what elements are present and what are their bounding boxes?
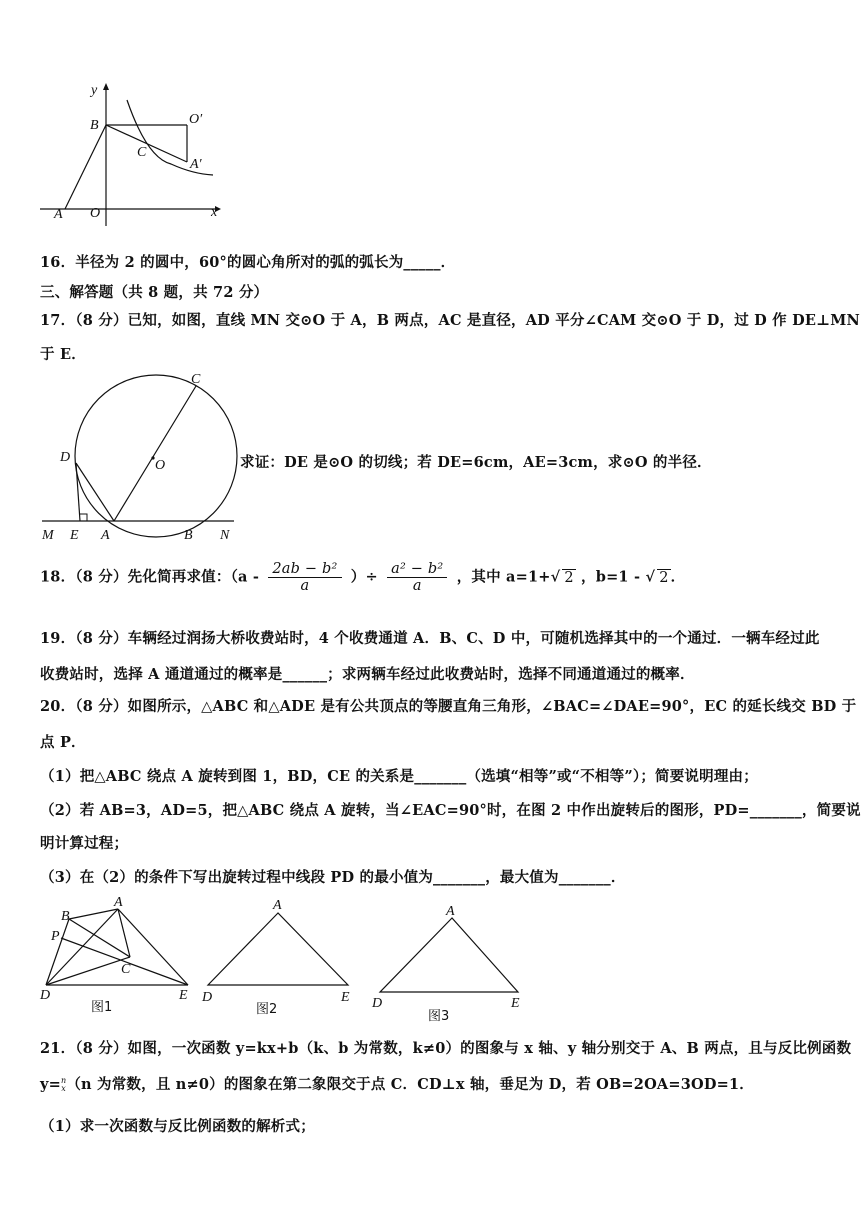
label-C: C xyxy=(191,372,201,387)
q17-figure xyxy=(38,370,243,545)
q20-part1: （1）把△ABC 绕点 A 旋转到图 1，BD，CE 的关系是_______（选填“相等”或“不相等”）；简要说明理由； xyxy=(40,768,758,785)
q17-prove-text: 求证：DE 是⊙O 的切线；若 DE=6cm，AE=3cm，求⊙O 的半径． xyxy=(240,454,712,471)
q20-line2: 点 P． xyxy=(40,734,86,751)
label-A: A xyxy=(101,528,110,543)
label-P: P xyxy=(51,929,60,944)
label-N: N xyxy=(220,528,230,543)
label-x: x xyxy=(211,205,218,220)
label-O: O xyxy=(90,206,101,221)
q21-line2-text: （n 为常数，且 n≠0）的图象在第二象限交于点 C．CD⊥x 轴，垂足为 D，若 OB=2OA=3OD=1． xyxy=(66,1076,754,1093)
label-C: C xyxy=(121,962,131,977)
section-3-heading: 三、解答题（共 8 题，共 72 分） xyxy=(40,284,269,301)
label-B: B xyxy=(184,528,193,543)
q15-figure xyxy=(35,78,225,228)
triangle-ADE xyxy=(380,918,518,992)
sqrt-sign-1: √ xyxy=(550,568,561,586)
q20-figure-3 xyxy=(366,898,526,1026)
label-E: E xyxy=(511,996,520,1011)
label-C: C xyxy=(137,145,147,160)
label-D: D xyxy=(372,996,383,1011)
label-E: E xyxy=(70,528,79,543)
q20-line1: 20．（8 分）如图所示，△ABC 和△ADE 是有公共顶点的等腰直角三角形，∠BAC=∠DAE=90°，EC 的延长线交 BD 于 xyxy=(40,698,857,715)
caption-figure-1: 图1 xyxy=(91,1000,113,1015)
sqrt-1-radicand: 2 xyxy=(564,569,574,586)
q17-line2: 于 E． xyxy=(40,346,86,363)
segment-AB xyxy=(65,125,106,209)
q20-figure-1 xyxy=(36,893,206,1018)
triangle-ADE xyxy=(208,913,348,985)
mini-denominator: x xyxy=(61,1084,67,1093)
q21-line1: 21．（8 分）如图，一次函数 y=kx+b（k、b 为常数，k≠0）的图象与 x 轴、y 轴分别交于 A、B 两点，且与反比例函数 xyxy=(40,1040,852,1057)
label-B: B xyxy=(90,118,99,133)
label-E: E xyxy=(341,990,350,1005)
q19-line2: 收费站时，选择 A 通道通过的概率是______；求两辆车经过此收费站时，选择不同通道通过的概率． xyxy=(40,666,695,683)
q18-line xyxy=(40,561,685,594)
fraction-2 xyxy=(387,561,447,594)
q18-suffix2: ，b=1 - xyxy=(581,568,641,586)
fraction-2-numerator: a² − b² xyxy=(387,561,447,578)
fraction-1-numerator: 2ab − b² xyxy=(268,561,341,578)
q21-y-equals: y= xyxy=(40,1076,61,1093)
right-angle-mark xyxy=(80,514,87,521)
label-A: A xyxy=(273,898,282,913)
q20-part3: （3）在（2）的条件下写出旋转过程中线段 PD 的最小值为_______，最大值为_______． xyxy=(40,869,626,886)
label-D: D xyxy=(60,450,71,465)
q18-mid: ）÷ xyxy=(350,568,378,586)
y-axis-arrow xyxy=(103,83,109,90)
circle-O xyxy=(75,375,237,537)
caption-figure-3: 图3 xyxy=(428,1009,450,1024)
mini-numerator: n xyxy=(60,1076,67,1085)
label-A: A xyxy=(446,904,455,919)
q21-part1: （1）求一次函数与反比例函数的解析式； xyxy=(40,1118,315,1135)
segment-DA xyxy=(76,463,114,521)
label-A-prime: A′ xyxy=(190,157,202,172)
q18-prefix: 18．（8 分）先化简再求值：（a - xyxy=(40,568,260,586)
q18-suffix1: ，其中 a=1+ xyxy=(456,568,551,586)
caption-figure-2: 图2 xyxy=(256,1002,278,1017)
q20-part2b: 明计算过程； xyxy=(40,835,129,852)
label-O: O xyxy=(155,458,166,473)
q17-line1: 17．（8 分）已知，如图，直线 MN 交⊙O 于 A，B 两点，AC 是直径，AD 平分∠CAM 交⊙O 于 D，过 D 作 DE⊥MN xyxy=(40,312,860,329)
sqrt-sign-2: √ xyxy=(645,568,656,586)
label-O-prime: O′ xyxy=(189,112,203,127)
q19-line1: 19．（8 分）车辆经过润扬大桥收费站时，4 个收费通道 A．B、C、D 中，可随机选择其中的一个通过．一辆车经过此 xyxy=(40,630,820,647)
label-A: A xyxy=(54,207,63,222)
label-D: D xyxy=(40,988,51,1003)
q20-part2a: （2）若 AB=3，AD=5，把△ABC 绕点 A 旋转，当∠EAC=90°时，在图 2 中作出旋转后的图形，PD=_______，简要说 xyxy=(40,802,861,819)
fraction-2-denominator: a xyxy=(412,578,422,594)
label-D: D xyxy=(202,990,213,1005)
diameter-AC xyxy=(114,386,196,521)
label-M: M xyxy=(42,528,54,543)
label-E: E xyxy=(179,988,188,1003)
fraction-1 xyxy=(268,561,341,594)
fraction-1-denominator: a xyxy=(300,578,310,594)
sqrt-2-radicand: 2 xyxy=(659,569,669,586)
label-A: A xyxy=(114,895,123,910)
q20-figure-2 xyxy=(198,893,358,1021)
label-B: B xyxy=(61,909,70,924)
label-y: y xyxy=(91,83,98,98)
q21-line2 xyxy=(40,1073,754,1094)
segment-DE xyxy=(76,463,80,521)
q16-text: 16．半径为 2 的圆中，60°的圆心角所对的弧的弧长为_____． xyxy=(40,254,456,271)
q18-end: ． xyxy=(670,568,686,586)
